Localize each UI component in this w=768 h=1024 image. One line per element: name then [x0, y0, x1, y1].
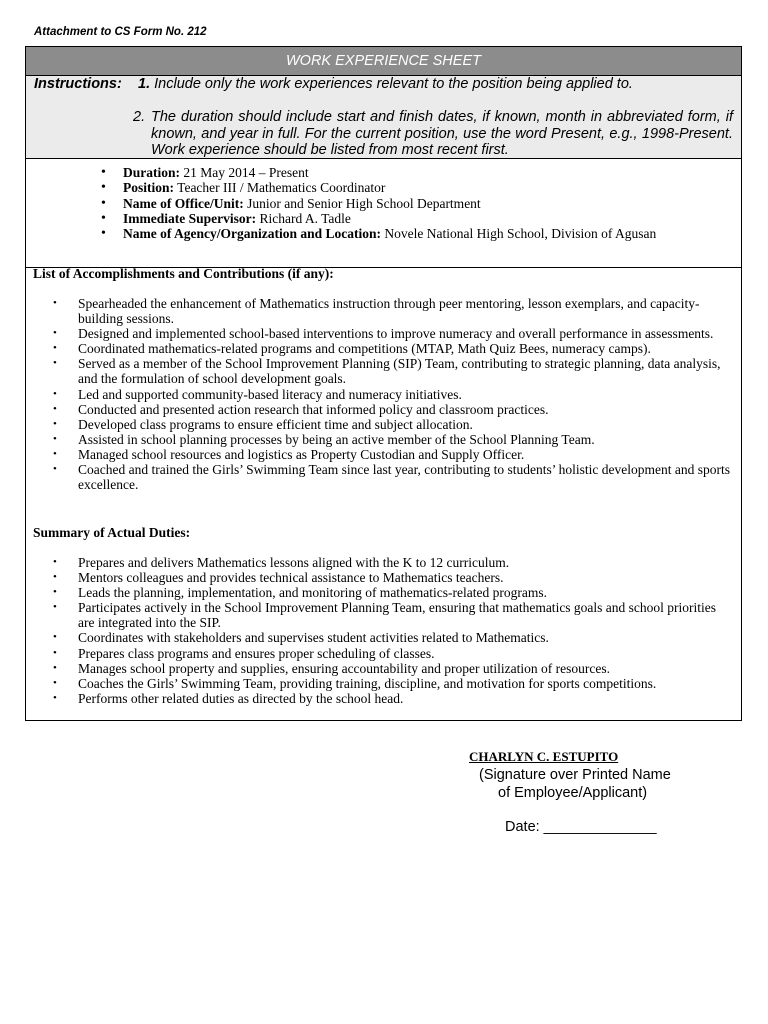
date-field: Date: ______________: [505, 819, 657, 835]
accomplishments-list: [33, 296, 733, 492]
list-item: • Developed class programs to ensure efficient time and subject allocation.: [33, 417, 733, 432]
list-item: • Coaches the Girls’ Swimming Team, providing training, discipline, and motivation for sports competitions.: [33, 676, 733, 691]
list-item: • Designed and implemented school-based interventions to improve numeracy and overall performance in assessments.: [33, 326, 733, 341]
list-item: • Coached and trained the Girls’ Swimming Team since last year, contributing to students’ holistic development and sports excellence.: [33, 462, 733, 492]
list-item: • Conducted and presented action research that informed policy and classroom practices.: [33, 402, 733, 417]
attachment-note: Attachment to CS Form No. 212: [34, 26, 207, 38]
instruction-item-1: [138, 76, 633, 92]
list-item: • Coordinated mathematics-related programs and competitions (MTAP, Math Quiz Bees, numeracy camps).: [33, 341, 733, 356]
detail-label: Name of Agency/Organization and Location:: [123, 226, 381, 242]
duties-list: [33, 555, 733, 706]
detail-value: 21 May 2014 – Present: [180, 165, 309, 180]
instruction-2-text: The duration should include start and finish dates, if known, month in abbreviated form, if known, and year in full. For the current position, use the word Present, e.g., 1998-Present. Work experience should be listed from most recent first.: [151, 109, 733, 158]
list-item: • Prepares and delivers Mathematics lessons aligned with the K to 12 curriculum.: [33, 555, 733, 570]
instruction-item-2: [133, 109, 733, 159]
signature-caption-line-1: (Signature over Printed Name: [479, 767, 671, 783]
detail-value: Teacher III / Mathematics Coordinator: [174, 180, 386, 196]
list-item: • Led and supported community-based literacy and numeracy initiatives.: [33, 387, 733, 402]
detail-item: [101, 165, 656, 180]
list-item: • Leads the planning, implementation, and monitoring of mathematics-related programs.: [33, 585, 733, 600]
detail-label: Duration:: [123, 165, 180, 180]
list-item: • Managed school resources and logistics as Property Custodian and Supply Officer.: [33, 447, 733, 462]
list-item: • Manages school property and supplies, ensuring accountability and proper utilization of resources.: [33, 661, 733, 676]
detail-item: [101, 211, 656, 226]
detail-item: [101, 180, 656, 195]
list-item: • Prepares class programs and ensures proper scheduling of classes.: [33, 646, 733, 661]
instruction-2-number: 2.: [133, 109, 146, 125]
detail-value: Novele National High School, Division of Agusan: [381, 226, 657, 242]
details-list: [101, 165, 656, 241]
detail-item: [101, 196, 656, 211]
sheet-title: WORK EXPERIENCE SHEET: [26, 47, 741, 76]
detail-value: Junior and Senior High School Department: [243, 195, 481, 211]
detail-label: Name of Office/Unit:: [123, 195, 244, 211]
accomplishments-section: [33, 266, 733, 492]
employee-name: CHARLYN C. ESTUPITO: [469, 749, 619, 764]
position-details: [26, 159, 741, 268]
list-item: • Spearheaded the enhancement of Mathematics instruction through peer mentoring, lesson exemplars, and capacity-building sessions.: [33, 296, 733, 326]
signature-caption-line-2: of Employee/Applicant): [498, 785, 648, 801]
detail-label: Position:: [123, 180, 175, 196]
list-item: • Performs other related duties as directed by the school head.: [33, 691, 733, 706]
accomplishments-heading: List of Accomplishments and Contributions (if any):: [33, 266, 334, 281]
duties-section: [33, 525, 733, 706]
list-item: • Assisted in school planning processes by being an active member of the School Planning Team.: [33, 432, 733, 447]
list-item: • Coordinates with stakeholders and supervises student activities related to Mathematics.: [33, 630, 733, 645]
detail-item: [101, 226, 656, 241]
list-item: • Served as a member of the School Improvement Planning (SIP) Team, contributing to strategic planning, data analysis, and the formulation of school development goals.: [33, 356, 733, 386]
instructions-panel: [26, 76, 741, 159]
instruction-1-text: Include only the work experiences relevant to the position being applied to.: [154, 76, 633, 92]
detail-value: Richard A. Tadle: [256, 210, 351, 226]
list-item: • Participates actively in the School Improvement Planning Team, ensuring that mathematics goals and school priorities are integrated into the SIP.: [33, 600, 733, 630]
duties-heading: Summary of Actual Duties:: [33, 525, 191, 540]
detail-label: Immediate Supervisor:: [123, 210, 257, 226]
work-experience-sheet: [25, 46, 742, 721]
instruction-1-number: 1.: [138, 76, 151, 92]
instructions-label: Instructions:: [34, 76, 122, 92]
list-item: • Mentors colleagues and provides technical assistance to Mathematics teachers.: [33, 570, 733, 585]
